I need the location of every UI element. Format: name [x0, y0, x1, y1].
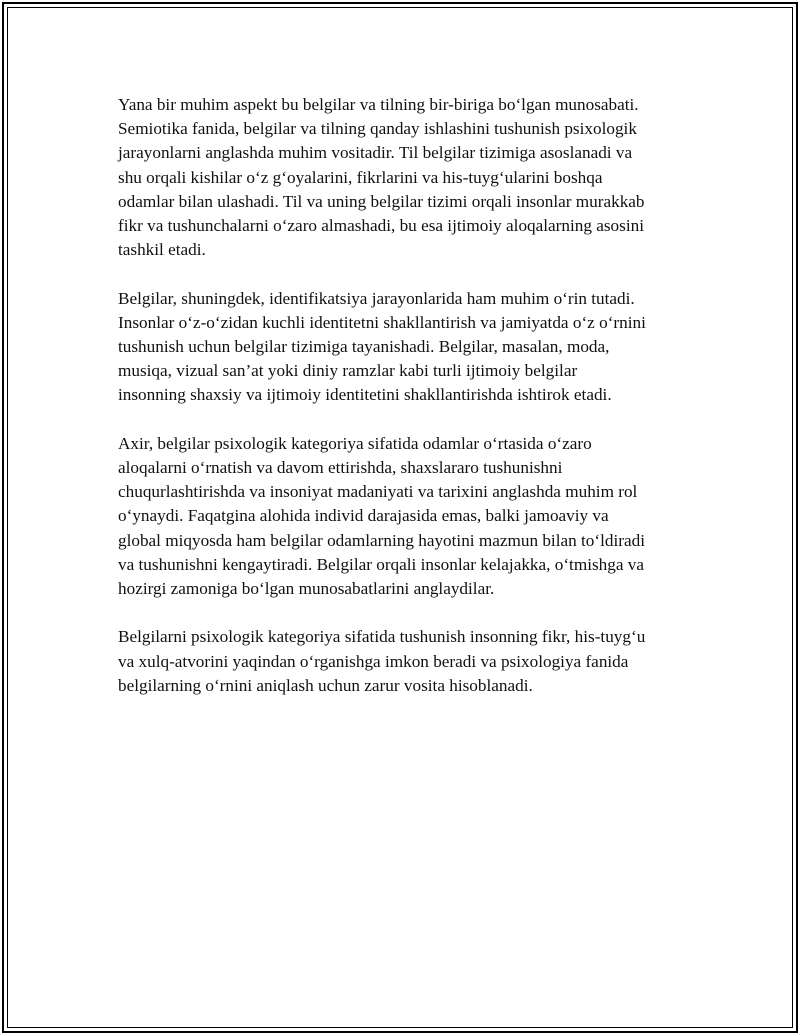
text-line: tushunish uchun belgilar tizimiga tayanishadi. Belgilar, masalan, moda,	[118, 337, 610, 357]
text-line: shu orqali kishilar o‘z g‘oyalarini, fikrlarini va his-tuyg‘ularini boshqa	[118, 167, 603, 187]
text-line: odamlar bilan ulashadi. Til va uning belgilar tizimi orqali insonlar murakkab	[118, 191, 645, 211]
text-line: va xulq-atvorini yaqindan o‘rganishga imkon beradi va psixologiya fanida	[118, 651, 629, 671]
text-line: Belgilar, shuningdek, identifikatsiya jarayonlarida ham muhim o‘rin tutadi.	[118, 288, 635, 308]
paragraph-3	[118, 432, 693, 601]
paragraph-4	[118, 625, 693, 698]
text-line: Axir, belgilar psixologik kategoriya sifatida odamlar o‘rtasida o‘zaro	[118, 433, 592, 453]
text-line: aloqalarni o‘rnatish va davom ettirishda, shaxslararo tushunishni	[118, 458, 563, 478]
text-line: musiqa, vizual san’at yoki diniy ramzlar kabi turli ijtimoiy belgilar	[118, 361, 578, 381]
text-line: va tushunishni kengaytiradi. Belgilar orqali insonlar kelajakka, o‘tmishga va	[118, 554, 644, 574]
text-line: Yana bir muhim aspekt bu belgilar va tilning bir-biriga bo‘lgan munosabati.	[118, 95, 639, 114]
text-line: hozirgi zamoniga bo‘lgan munosabatlarini anglaydilar.	[118, 579, 495, 599]
text-line: jarayonlarni anglashda muhim vositadir. Til belgilar tizimiga asoslanadi va	[118, 143, 633, 163]
text-line: fikr va tushunchalarni o‘zaro almashadi, bu esa ijtimoiy aloqalarning asosini	[118, 216, 644, 236]
text-line: tashkil etadi.	[118, 240, 206, 260]
paragraph-1	[118, 93, 693, 262]
text-line: Belgilarni psixologik kategoriya sifatida tushunish insonning fikr, his-tuyg‘u	[118, 627, 646, 647]
text-line: insonning shaxsiy va ijtimoiy identitetini shakllantirishda ishtirok etadi.	[118, 385, 612, 405]
document-body	[118, 93, 693, 722]
paragraph-2	[118, 287, 693, 408]
text-line: belgilarning o‘rnini aniqlash uchun zarur vosita hisoblanadi.	[118, 675, 533, 695]
text-line: o‘ynaydi. Faqatgina alohida individ darajasida emas, balki jamoaviy va	[118, 506, 609, 526]
text-line: Insonlar o‘z-o‘zidan kuchli identitetni shakllantirish va jamiyatda o‘z o‘rnini	[118, 312, 646, 332]
text-line: Semiotika fanida, belgilar va tilning qanday ishlashini tushunish psixologik	[118, 119, 637, 139]
text-line: chuqurlashtirishda va insoniyat madaniyati va tarixini anglashda muhim rol	[118, 482, 638, 502]
text-line: global miqyosda ham belgilar odamlarning hayotini mazmun bilan to‘ldiradi	[118, 530, 645, 550]
